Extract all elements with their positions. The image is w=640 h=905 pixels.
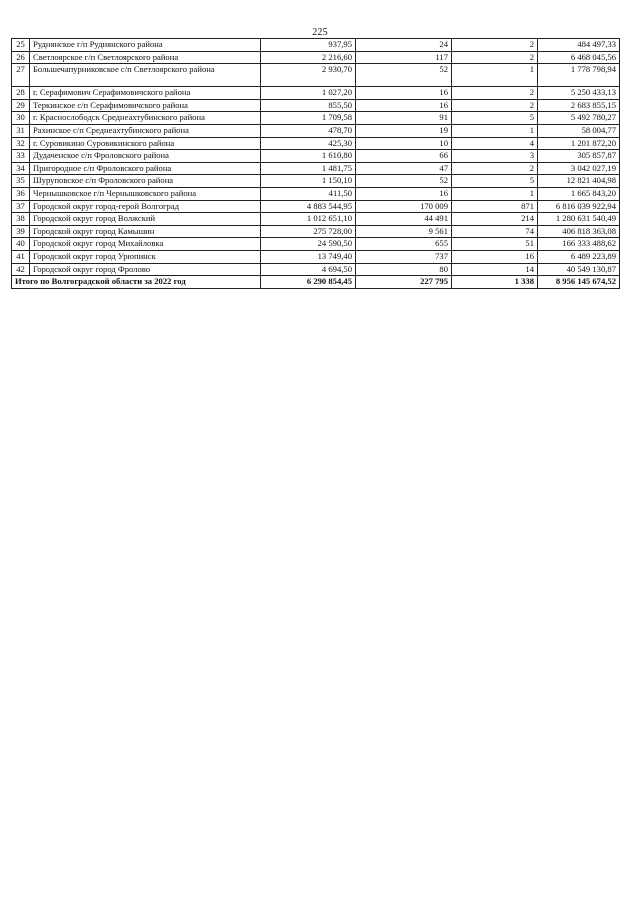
row-count1: 44 491 <box>356 213 452 226</box>
row-count1: 47 <box>356 162 452 175</box>
row-name: Городской округ город Камышин <box>30 225 261 238</box>
row-amount: 5 492 780,27 <box>538 112 620 125</box>
row-count2: 2 <box>452 99 538 112</box>
row-amount: 5 250 433,13 <box>538 87 620 100</box>
row-area: 1 150,10 <box>261 175 356 188</box>
row-area: 2 216,60 <box>261 51 356 64</box>
row-count1: 10 <box>356 137 452 150</box>
row-name: Городской округ город-герой Волгоград <box>30 200 261 213</box>
row-count2: 214 <box>452 213 538 226</box>
row-count2: 2 <box>452 51 538 64</box>
row-number: 38 <box>12 213 30 226</box>
row-number: 25 <box>12 39 30 52</box>
row-name: Дудаченское с/п Фроловского района <box>30 150 261 163</box>
table-row <box>12 112 620 125</box>
row-count1: 24 <box>356 39 452 52</box>
row-count1: 16 <box>356 87 452 100</box>
table-row <box>12 250 620 263</box>
row-count2: 3 <box>452 150 538 163</box>
row-area: 1 012 651,10 <box>261 213 356 226</box>
row-number: 40 <box>12 238 30 251</box>
row-count1: 52 <box>356 64 452 87</box>
row-amount: 6 468 045,56 <box>538 51 620 64</box>
table-body <box>12 39 620 289</box>
row-name: Городской округ город Фролово <box>30 263 261 276</box>
row-name: Пригородное с/п Фроловского района <box>30 162 261 175</box>
row-number: 27 <box>12 64 30 87</box>
row-amount: 484 497,33 <box>538 39 620 52</box>
table-row <box>12 137 620 150</box>
row-count1: 737 <box>356 250 452 263</box>
table-row <box>12 64 620 87</box>
row-name: г. Серафимович Серафимовичского района <box>30 87 261 100</box>
row-amount: 166 333 488,62 <box>538 238 620 251</box>
row-area: 1 709,58 <box>261 112 356 125</box>
row-amount: 406 818 363,08 <box>538 225 620 238</box>
table-row <box>12 99 620 112</box>
row-amount: 12 821 404,98 <box>538 175 620 188</box>
row-number: 29 <box>12 99 30 112</box>
row-count1: 16 <box>356 99 452 112</box>
row-area: 425,30 <box>261 137 356 150</box>
row-area: 2 930,70 <box>261 64 356 87</box>
row-count2: 51 <box>452 238 538 251</box>
total-count2: 1 338 <box>452 276 538 289</box>
row-number: 26 <box>12 51 30 64</box>
row-number: 32 <box>12 137 30 150</box>
table-row <box>12 51 620 64</box>
row-count1: 91 <box>356 112 452 125</box>
row-name: Светлоярское г/п Светлоярского района <box>30 51 261 64</box>
row-amount: 1 201 872,20 <box>538 137 620 150</box>
row-name: г. Краснослободск Среднеахтубинского района <box>30 112 261 125</box>
row-area: 411,50 <box>261 187 356 200</box>
row-count2: 16 <box>452 250 538 263</box>
row-name: Городской округ город Урюпинск <box>30 250 261 263</box>
row-number: 31 <box>12 124 30 137</box>
row-area: 24 590,50 <box>261 238 356 251</box>
row-area: 1 610,80 <box>261 150 356 163</box>
row-name: г. Суровикино Суровикинского района <box>30 137 261 150</box>
table-row <box>12 225 620 238</box>
row-number: 35 <box>12 175 30 188</box>
row-number: 42 <box>12 263 30 276</box>
table-row <box>12 213 620 226</box>
row-name: Рахинское с/п Среднеахтубинского района <box>30 124 261 137</box>
row-count1: 9 561 <box>356 225 452 238</box>
total-amount: 8 956 145 674,52 <box>538 276 620 289</box>
table-row <box>12 162 620 175</box>
total-row <box>12 276 620 289</box>
row-count2: 14 <box>452 263 538 276</box>
row-count2: 1 <box>452 124 538 137</box>
row-count2: 1 <box>452 187 538 200</box>
total-label: Итого по Волгоградской области за 2022 год <box>12 276 261 289</box>
table-row <box>12 124 620 137</box>
row-count1: 80 <box>356 263 452 276</box>
row-count1: 655 <box>356 238 452 251</box>
row-amount: 40 549 130,87 <box>538 263 620 276</box>
row-area: 937,95 <box>261 39 356 52</box>
row-area: 855,50 <box>261 99 356 112</box>
page-number: 225 <box>312 27 328 38</box>
row-name: Теркинское с/п Серафимовичского района <box>30 99 261 112</box>
row-amount: 6 816 039 922,94 <box>538 200 620 213</box>
row-count1: 19 <box>356 124 452 137</box>
table-row <box>12 263 620 276</box>
row-name: Чернышковское г/п Чернышковского района <box>30 187 261 200</box>
row-count2: 2 <box>452 39 538 52</box>
table-row <box>12 238 620 251</box>
row-name: Большечапурниковское с/п Светлоярского района <box>30 64 261 87</box>
row-name: Городской округ город Волжский <box>30 213 261 226</box>
row-area: 1 481,75 <box>261 162 356 175</box>
row-count2: 5 <box>452 112 538 125</box>
row-area: 4 883 544,95 <box>261 200 356 213</box>
row-count2: 2 <box>452 162 538 175</box>
row-amount: 6 489 223,89 <box>538 250 620 263</box>
row-area: 478,70 <box>261 124 356 137</box>
row-count1: 66 <box>356 150 452 163</box>
row-number: 34 <box>12 162 30 175</box>
row-count1: 117 <box>356 51 452 64</box>
row-amount: 58 004,77 <box>538 124 620 137</box>
row-count2: 2 <box>452 87 538 100</box>
data-table <box>11 38 620 289</box>
row-number: 30 <box>12 112 30 125</box>
table-row <box>12 87 620 100</box>
row-count2: 74 <box>452 225 538 238</box>
table-row <box>12 187 620 200</box>
row-amount: 1 280 631 540,49 <box>538 213 620 226</box>
row-name: Городской округ город Михайловка <box>30 238 261 251</box>
table-row <box>12 39 620 52</box>
row-name: Шуруповское с/п Фроловского района <box>30 175 261 188</box>
row-amount: 2 683 855,15 <box>538 99 620 112</box>
row-count2: 871 <box>452 200 538 213</box>
row-area: 13 749,40 <box>261 250 356 263</box>
row-number: 28 <box>12 87 30 100</box>
row-amount: 305 857,87 <box>538 150 620 163</box>
table-row <box>12 200 620 213</box>
row-amount: 1 778 798,94 <box>538 64 620 87</box>
table-row <box>12 175 620 188</box>
row-count2: 1 <box>452 64 538 87</box>
row-number: 39 <box>12 225 30 238</box>
row-count2: 4 <box>452 137 538 150</box>
total-area: 6 290 854,45 <box>261 276 356 289</box>
table-row <box>12 150 620 163</box>
row-amount: 3 042 027,19 <box>538 162 620 175</box>
row-amount: 1 665 843,20 <box>538 187 620 200</box>
row-number: 41 <box>12 250 30 263</box>
row-count1: 170 009 <box>356 200 452 213</box>
row-number: 33 <box>12 150 30 163</box>
row-name: Руднянское г/п Руднянского района <box>30 39 261 52</box>
row-area: 275 728,00 <box>261 225 356 238</box>
total-count1: 227 795 <box>356 276 452 289</box>
row-count1: 16 <box>356 187 452 200</box>
row-number: 37 <box>12 200 30 213</box>
row-area: 4 694,50 <box>261 263 356 276</box>
row-count1: 52 <box>356 175 452 188</box>
row-count2: 5 <box>452 175 538 188</box>
row-area: 1 027,20 <box>261 87 356 100</box>
row-number: 36 <box>12 187 30 200</box>
